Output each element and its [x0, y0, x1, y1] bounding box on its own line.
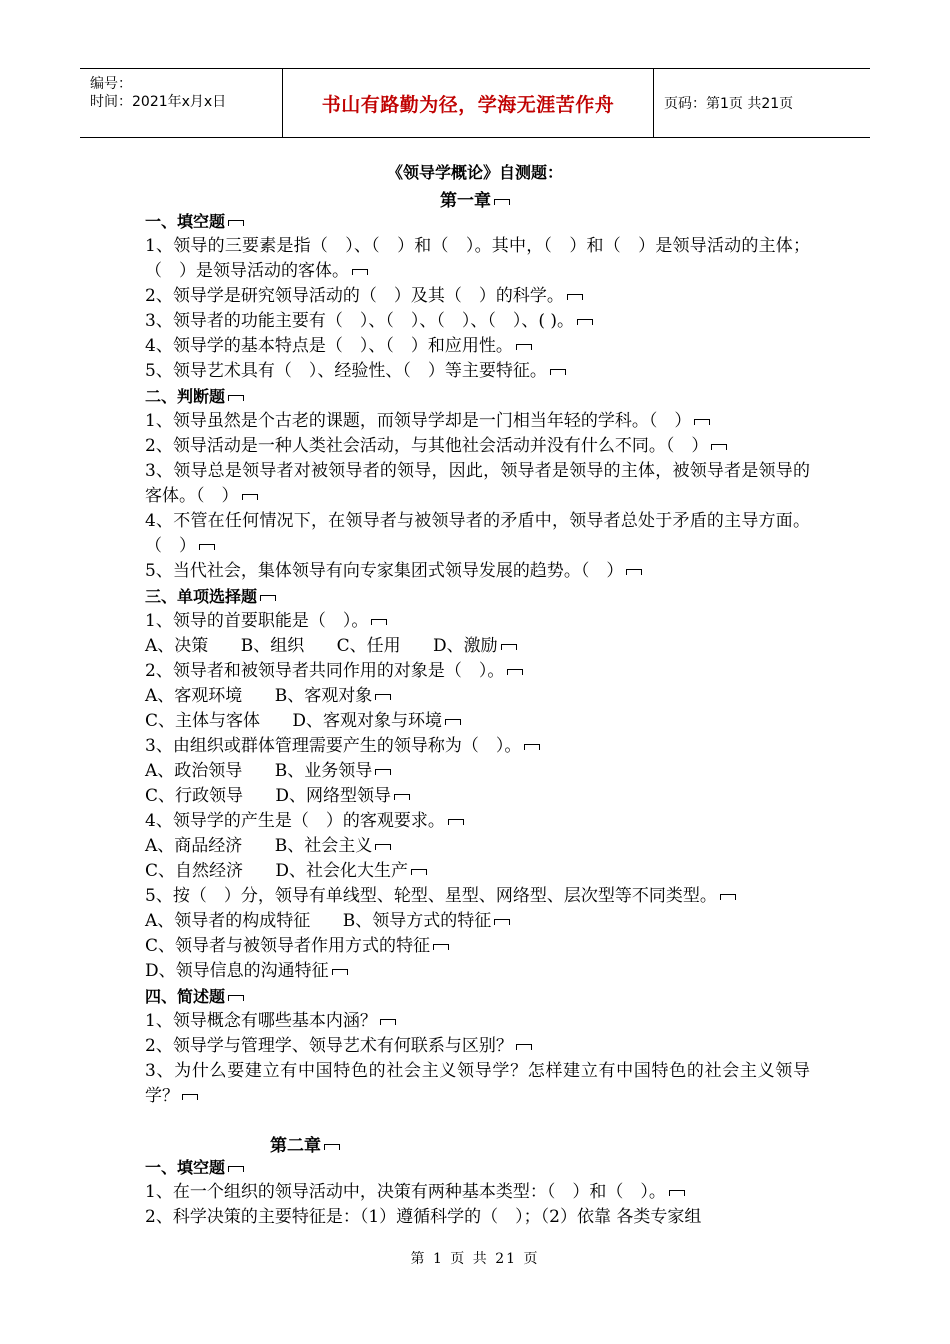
page-header [80, 68, 870, 138]
question-item: 2、领导者和被领导者共同作用的对象是（ ）。 [145, 659, 810, 684]
paragraph-mark-icon [516, 344, 532, 350]
paragraph-mark-icon [524, 744, 540, 750]
section-fill-in-title: 一、填空题 [145, 1155, 810, 1180]
paragraph-mark-icon [448, 819, 464, 825]
question-item: 5、按（ ）分，领导有单线型、轮型、星型、网络型、层次型等不同类型。 [145, 884, 810, 909]
paragraph-mark-icon [507, 669, 523, 675]
header-info-cell [80, 69, 283, 137]
paragraph-mark-icon [711, 444, 727, 450]
paragraph-mark-icon [494, 919, 510, 925]
paragraph-mark-icon [228, 995, 244, 1001]
question-item: 4、领导学的产生是（ ）的客观要求。 [145, 809, 810, 834]
question-item: 5、当代社会，集体领导有向专家集团式领导发展的趋势。（ ） [145, 559, 810, 584]
paragraph-mark-icon [228, 220, 244, 226]
question-item: 4、不管在任何情况下，在领导者与被领导者的矛盾中，领导者总处于矛盾的主导方面。（ ） [145, 511, 810, 556]
paragraph-mark-icon [332, 969, 348, 975]
question-item: 2、领导活动是一种人类社会活动，与其他社会活动并没有什么不同。（ ） [145, 434, 810, 459]
option-line: A、商品经济 B、社会主义 [145, 834, 810, 859]
option-line: A、领导者的构成特征 B、领导方式的特征 [145, 909, 810, 934]
paragraph-mark-icon [501, 644, 517, 650]
paragraph-mark-icon [516, 1044, 532, 1050]
paragraph-mark-icon [626, 569, 642, 575]
paragraph-mark-icon [260, 595, 276, 601]
header-motto-cell [283, 69, 654, 137]
paragraph-mark-icon [550, 369, 566, 375]
paragraph-mark-icon [411, 869, 427, 875]
question-item: 3、领导者的功能主要有（ ）、（ ）、（ ）、（ ）、( )。 [145, 309, 810, 334]
paragraph-mark-icon [669, 1190, 685, 1196]
page-info: 页码：第1页 共21页 [664, 96, 794, 112]
paragraph-mark-icon [694, 419, 710, 425]
chapter-2-body [145, 1155, 810, 1230]
chapter-1-title: 第一章 [0, 186, 950, 211]
paragraph-mark-icon [324, 1144, 340, 1150]
paragraph-mark-icon [720, 894, 736, 900]
question-item: 2、领导学是研究领导活动的（ ）及其（ ）的科学。 [145, 284, 810, 309]
paragraph-mark-icon [375, 769, 391, 775]
question-item: 1、领导虽然是个古老的课题，而领导学却是一门相当年轻的学科。（ ） [145, 409, 810, 434]
paragraph-mark-icon [228, 1166, 244, 1172]
paragraph-mark-icon [494, 199, 510, 205]
question-item: 2、科学决策的主要特征是：（1）遵循科学的（ ）；（2）依靠 各类专家组 [145, 1207, 702, 1227]
option-line: C、主体与客体 D、客观对象与环境 [145, 709, 810, 734]
paragraph-mark-icon [182, 1094, 198, 1100]
question-item: 4、领导学的基本特点是（ ）、（ ）和应用性。 [145, 334, 810, 359]
option-line: D、领导信息的沟通特征 [145, 959, 810, 984]
chapter-2-title: 第二章 [270, 1131, 340, 1156]
page-footer: 第 1 页 共 21 页 [410, 1251, 540, 1267]
option-line: A、决策 B、组织 C、任用 D、激励 [145, 634, 810, 659]
question-item: 3、领导总是领导者对被领导者的领导，因此，领导者是领导的主体，被领导者是领导的客体。（ ） [145, 461, 810, 506]
motto: 书山有路勤为径，学海无涯苦作舟 [321, 93, 615, 116]
option-line: C、领导者与被领导者作用方式的特征 [145, 934, 810, 959]
question-item: 1、领导的首要职能是（ ）。 [145, 609, 810, 634]
option-line: C、行政领导 D、网络型领导 [145, 784, 810, 809]
code-label: 编号： [90, 76, 132, 92]
section-choice-title: 三、单项选择题 [145, 584, 810, 609]
paragraph-mark-icon [445, 719, 461, 725]
paragraph-mark-icon [394, 794, 410, 800]
paragraph-mark-icon [199, 544, 215, 550]
section-judgement-title: 二、判断题 [145, 384, 810, 409]
question-item: 2、领导学与管理学、领导艺术有何联系与区别？ [145, 1034, 810, 1059]
question-item: 5、领导艺术具有（ ）、经验性、（ ）等主要特征。 [145, 359, 810, 384]
paragraph-mark-icon [380, 1019, 396, 1025]
section-fill-in-title: 一、填空题 [145, 209, 810, 234]
option-line: A、政治领导 B、业务领导 [145, 759, 810, 784]
doc-title: 《领导学概论》自测题： [386, 163, 563, 182]
date-line: 时间：2021年x月x日 [90, 94, 227, 110]
question-item: 1、领导概念有哪些基本内涵？ [145, 1009, 810, 1034]
question-item: 1、领导的三要素是指（ ）、（ ）和（ ）。其中，（ ）和（ ）是领导活动的主体；（ ）是领导活动的客体。 [145, 236, 810, 281]
paragraph-mark-icon [352, 269, 368, 275]
paragraph-mark-icon [228, 395, 244, 401]
question-item: 3、由组织或群体管理需要产生的领导称为（ ）。 [145, 734, 810, 759]
paragraph-mark-icon [433, 944, 449, 950]
paragraph-mark-icon [371, 619, 387, 625]
question-item: 1、在一个组织的领导活动中，决策有两种基本类型：（ ）和（ ）。 [145, 1180, 810, 1205]
paragraph-mark-icon [375, 694, 391, 700]
option-line: A、客观环境 B、客观对象 [145, 684, 810, 709]
paragraph-mark-icon [577, 319, 593, 325]
section-short-answer-title: 四、简述题 [145, 984, 810, 1009]
paragraph-mark-icon [567, 294, 583, 300]
paragraph-mark-icon [375, 844, 391, 850]
option-line: C、自然经济 D、社会化大生产 [145, 859, 810, 884]
question-item: 3、为什么要建立有中国特色的社会主义领导学？怎样建立有中国特色的社会主义领导学？ [145, 1061, 810, 1106]
paragraph-mark-icon [242, 494, 258, 500]
chapter-1-body [145, 209, 810, 1109]
